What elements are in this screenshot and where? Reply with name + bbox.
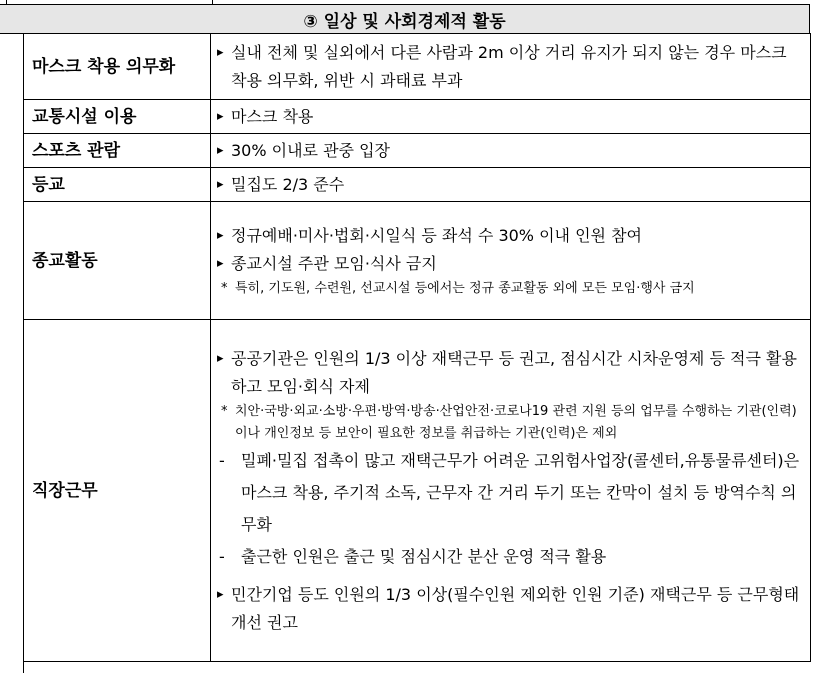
dash-item: - 출근한 인원은 출근 및 점심시간 분산 운영 적극 활용 [217, 541, 804, 573]
measures-table [23, 33, 811, 662]
row-sports [24, 134, 811, 168]
bullet-item: ▸ 밀집도 2/3 준수 [217, 171, 804, 199]
row-content [211, 202, 811, 320]
footnote: * 치안·국방·외교·소방·우편·방역·방송·산업안전·코로나19 관련 지원 등의 업무를 수행하는 기관(인력)이나 개인정보 등 보안이 필요한 정보를 취급하는 기관(인력)은 제외 [217, 401, 804, 445]
bullet-item: ▸ 30% 이내로 관중 입장 [217, 137, 804, 165]
row-label: 교통시설 이용 [24, 100, 211, 134]
bullet-item: ▸ 마스크 착용 [217, 103, 804, 131]
row-work [24, 320, 811, 662]
row-religion [24, 202, 811, 320]
row-label: 직장근무 [24, 320, 211, 662]
section-title: ③ 일상 및 사회경제적 활동 [303, 11, 506, 32]
section-header [0, 4, 810, 34]
row-label: 마스크 착용 의무화 [24, 34, 211, 100]
row-transport [24, 100, 811, 134]
row-content [211, 34, 811, 100]
row-label: 등교 [24, 168, 211, 202]
footnote: * 특히, 기도원, 수련원, 선교시설 등에서는 정규 종교활동 외에 모든 모임·행사 금지 [217, 278, 804, 300]
row-content [211, 100, 811, 134]
dash-item: - 밀폐·밀집 접촉이 많고 재택근무가 어려운 고위험사업장(콜센터,유통물류센터)은 마스크 착용, 주기적 소독, 근무자 간 거리 두기 또는 칸막이 설치 등 방역수칙 의무화 [217, 445, 804, 541]
row-label: 종교활동 [24, 202, 211, 320]
bullet-item: ▸ 종교시설 주관 모임·식사 금지 [217, 250, 804, 278]
bullet-item: ▸ 정규예배·미사·법회·시일식 등 좌석 수 30% 이내 인원 참여 [217, 222, 804, 250]
bullet-item: ▸ 실내 전체 및 실외에서 다른 사람과 2m 이상 거리 유지가 되지 않는 경우 마스크 착용 의무화, 위반 시 과태료 부과 [217, 39, 804, 95]
bullet-item: ▸ 공공기관은 인원의 1/3 이상 재택근무 등 권고, 점심시간 시차운영제 등 적극 활용하고 모임·회식 자제 [217, 345, 804, 401]
row-content [211, 168, 811, 202]
row-school [24, 168, 811, 202]
row-content [211, 134, 811, 168]
row-label: 스포츠 관람 [24, 134, 211, 168]
row-content [211, 320, 811, 662]
bullet-item: ▸ 민간기업 등도 인원의 1/3 이상(필수인원 제외한 인원 기준) 재택근무 등 근무형태 개선 권고 [217, 581, 804, 637]
row-mask [24, 34, 811, 100]
